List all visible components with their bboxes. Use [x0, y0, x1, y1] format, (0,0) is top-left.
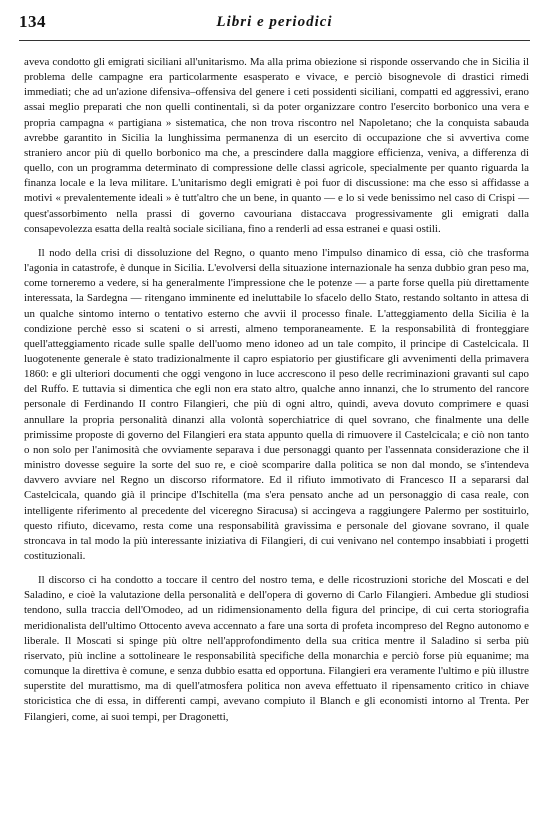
paragraph-continued: aveva condotto gli emigrati siciliani all'unitarismo. Ma alla prima obiezione si risponde osservando che in Sicilia il problema delle campagne era particolarmente esasperato e vivace, e perciò bisognevole di drastici rimedi immediati; che ad un'azione difensiva–offensiva del genere i ceti possidenti siciliani, compatti ed aggressivi, erano assai meglio preparati che non quelli continentali, sì da poter organizzare contro l'esercito borbonico una vera e propria campagna « partigiana » sistematica, che non trova riscontro nel Napoletano; che la conquista sabauda avrebbe garantito in Sicilia la lunghissima permanenza di un esercito di occupazione che si avvertiva come straniero ancor più di quello borbonico ma che, a prescindere dalla maggiore efficienza, veniva, a differenza di quello, con un programma determinato di compressione delle classi agricole, specialmente per quanto riguarda la finanza locale e la leva militare. L'unitarismo degli emigrati è poi fuor di discussione: ma che esso si affidasse a motivi « prevalentemente ideali » è tutt'altro che un bene, in quanto — e lo si vede benissimo nel caso di Crispi — quest'assorbimento nella prassi di governo cavouriana distaccava progressivamente gli emigrati dalla consapevolezza esatta della realtà sociale siciliana, fino a renderli ad essa estranei e quasi ostili.	[24, 56, 529, 235]
page-number: 134	[19, 12, 46, 31]
running-head	[19, 12, 530, 34]
header-rule	[19, 40, 530, 41]
running-title: Libri e periodici	[216, 14, 333, 30]
paragraph-crisis-sicily: Il nodo della crisi di dissoluzione del Regno, o quanto meno l'impulso dinamico di essa, ciò che trasforma l'agonia in catastrofe, è dunque in Sicilia. L'evolversi della situazione internazionale ha senza dubbio gran peso ma, come torneremo a vedere, si ha generalmente l'impressione che le potenze — a parte forse quella più direttamente interessata, la Sardegna — ritengano imminente ed ineluttabile lo sfacelo dello Stato, restando soltanto in attesa di un qualche sintomo interno o tentativo esterno che avvii il processo finale. L'atteggiamento della Sicilia è la condizione perchè esso si scateni o si arresti, almeno temporaneamente. E la responsabilità di fronteggiare quell'atteggiamento ricade sulle spalle dell'uomo meno idoneo ad un tale compito, il principe di Castelcicala. Il luogotenente generale è stato tradizionalmente il capro espiatorio per giustificare gli avvenimenti della primavera 1860: e gli ulteriori documenti che oggi vengono in luce accrescono il peso delle recriminazioni gravanti sul capo del Ruffo. E tuttavia si dimentica che egli non era stato altro, qualche anno innanzi, che lo strumento del rancore personale di Ferdinando II contro Filangieri, che più di ogni altro, quindi, aveva dovuto comprimere e quasi annullare la propria personalità dinanzi alla volontà soperchiatrice di quel sovrano, che finalmente una delle primissime proposte di governo del Filangieri era stata appunto quella di rimuovere il Castelcicala; e ciò non tanto o non solo per l'animosità che ovviamente separava i due personaggi quanto per l'assennata considerazione che il ministro dovesse seguire la sorte del suo re, e cioè scomparire dalla politica se non dal mondo, se s'intendeva davvero avviare nel Regno un discorso riformatore. Ed il rifiuto immotivato di Francesco II a separarsi dal Castelcicala, quando già il principe d'Ischitella (ma s'era pensato anche ad un personaggio di casa reale, con intelligente riferimento al precedente del viceregno Siracusa) si accingeva a raggiungere Palermo per sostituirlo, questo rifiuto, dicevamo, resta come una responsabilità gravissima e personale del giovane sovrano, il quale stroncava in tal modo la più interessante iniziativa di Filangieri, di cui venivano nel contempo insabbiati i progetti costituzionali.	[24, 246, 529, 562]
paragraph-filangieri: Il discorso ci ha condotto a toccare il centro del nostro tema, e delle ricostruzioni storiche del Moscati e del Saladino, e cioè la valutazione della personalità e dell'opera di governo di Carlo Filangieri. Ambedue gli studiosi tendono, sulla traccia dell'Omodeo, ad un ridimensionamento della figura del principe, di cui certa storiografia meridionalista dell'ultimo Ottocento aveva accennato a fare una sorta di profeta incompreso del Regno autonomo e liberale. Il Moscati si spinge più oltre nell'approfondimento della sua critica mentre il Saladino si serba più riservato, più incline a sottolineare le responsabilità specifiche della monarchia e perciò forse più equanime; ma comunque la direttiva è comune, e senza dubbio esatta ed opportuna. Filangieri era veramente l'ultimo e più illustre superstite del murattismo, ma di quell'atmosfera politica non aveva effettuato il ripensamento critico in chiave storicistica che di essa, in differenti campi, avevano compiuto il Blanch e gli economisti intorno al Trenta. Per Filangieri, come, ai suoi tempi, per Dragonetti,	[24, 574, 529, 723]
body-text	[24, 55, 529, 725]
